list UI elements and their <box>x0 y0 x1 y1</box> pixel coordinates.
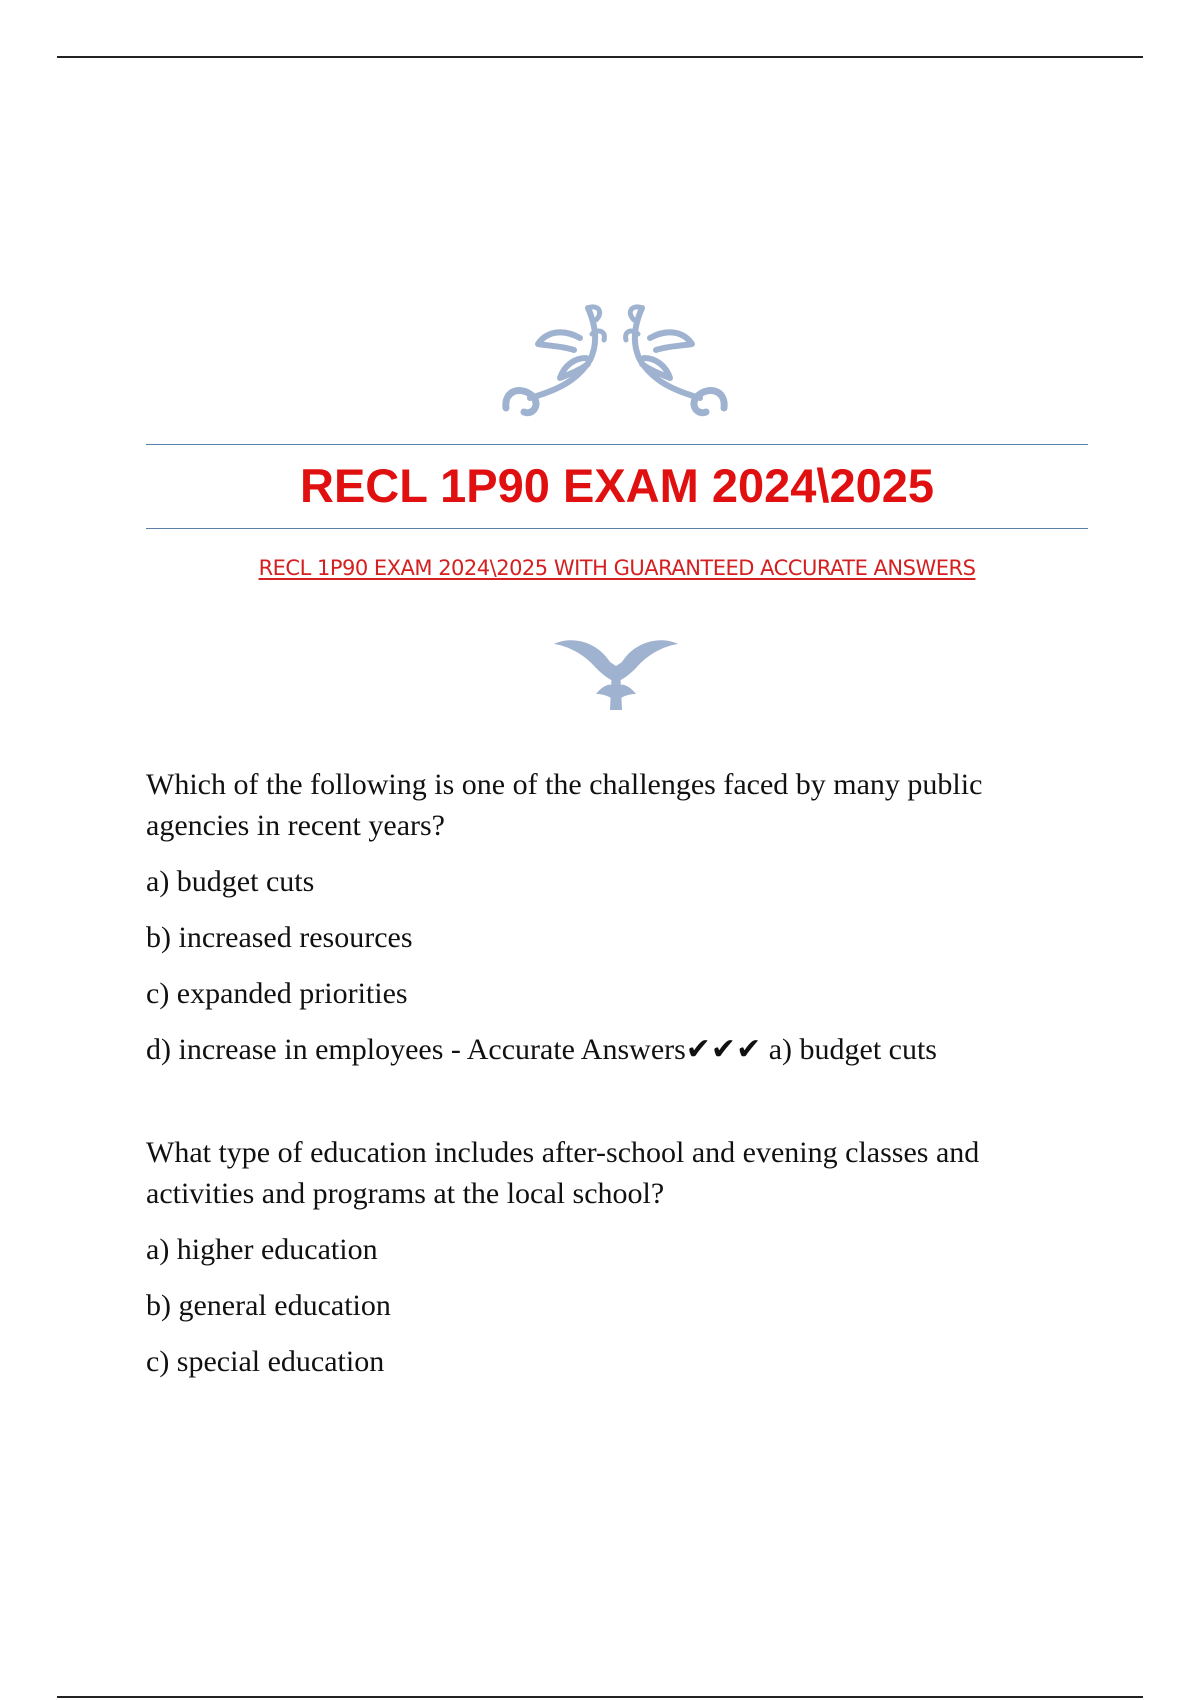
title-bottom-rule <box>146 528 1088 529</box>
answer-option: b) increased resources <box>146 921 413 954</box>
answer-option: a) higher education <box>146 1233 378 1266</box>
exam-content <box>146 764 1086 1397</box>
page-top-rule <box>57 56 1143 58</box>
answer-option: b) general education <box>146 1289 391 1322</box>
leaf-ornament-icon <box>552 632 680 712</box>
title-top-rule <box>146 444 1088 445</box>
answer-option: c) expanded priorities <box>146 977 408 1010</box>
question-text: Which of the following is one of the challenges faced by many public agencies in recent years? <box>146 768 983 842</box>
question-block <box>146 764 1086 1070</box>
question-text: What type of education includes after-school and evening classes and activities and programs at the local school? <box>146 1136 980 1210</box>
document-subtitle: RECL 1P90 EXAM 2024\2025 WITH GUARANTEED ACCURATE ANSWERS <box>258 556 976 580</box>
answer-option-with-key: d) increase in employees - Accurate Answers✔✔✔ a) budget cuts <box>146 1033 937 1066</box>
floral-ornament-icon <box>500 298 730 426</box>
question-spacer <box>146 1085 1086 1132</box>
answer-option: a) budget cuts <box>146 865 315 898</box>
answer-option: c) special education <box>146 1345 385 1378</box>
question-block <box>146 1132 1086 1382</box>
page-bottom-rule <box>57 1696 1143 1698</box>
document-title: RECL 1P90 EXAM 2024\2025 <box>300 459 934 512</box>
